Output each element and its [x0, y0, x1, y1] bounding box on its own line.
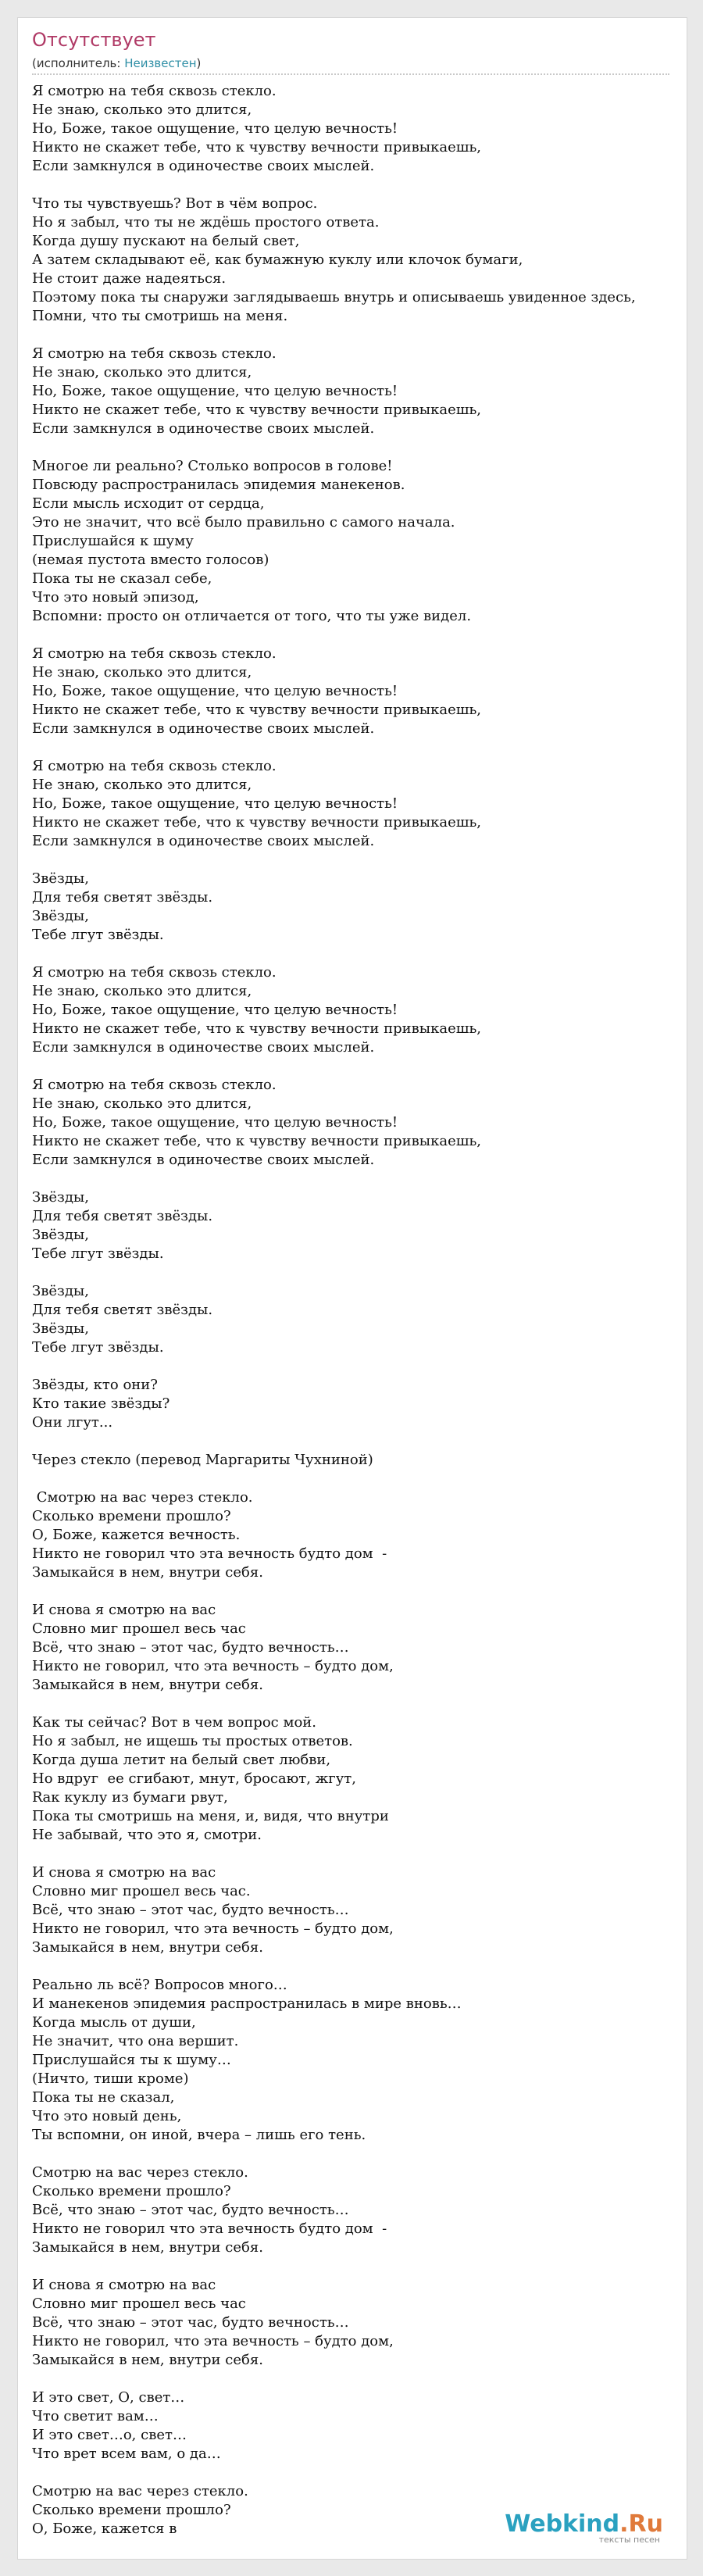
dotted-divider	[32, 73, 669, 75]
artist-line	[32, 56, 201, 70]
artist-prefix: (исполнитель:	[32, 56, 125, 70]
lyrics-card	[17, 17, 687, 2560]
logo-brand	[505, 2510, 663, 2538]
artist-link[interactable]: Неизвестен	[124, 56, 197, 70]
logo-tld: .Ru	[619, 2510, 663, 2538]
logo-subtitle: тексты песен	[598, 2535, 660, 2545]
logo-brand-name: Webkind	[505, 2510, 620, 2538]
artist-suffix: )	[196, 56, 202, 70]
site-logo[interactable]	[505, 2510, 663, 2545]
lyrics-text: Я смотрю на тебя сквозь стекло. Не знаю, сколько это длится, Но, Боже, такое ощущение, что целую вечность! Никто не скажет тебе, что к чувству вечности привыкаешь, Если замкнулся в одиночестве своих мыслей. Что ты чувствуешь? Вот в чём вопрос. Но я забыл, что ты не ждёшь простого ответа. Когда душу пускают на белый свет, А затем складывают её, как бумажную куклу или клочок бумаги, Не стоит даже надеяться. Поэтому пока ты снаружи заглядываешь внутрь и описываешь увиденное здесь, Помни, что ты смотришь на меня. Я смотрю на тебя сквозь стекло. Не знаю, сколько это длится, Но, Боже, такое ощущение, что целую вечность! Никто не скажет тебе, что к чувству вечности привыкаешь, Если замкнулся в одиночестве своих мыслей. Многое ли реально? Столько вопросов в голове! Повсюду распространилась эпидемия манекенов. Если мысль исходит от сердца, Это не значит, что всё было правильно с самого начала. Прислушайся к шуму (немая пустота вместо голосов) Пока ты не сказал себе, Что это новый эпизод, Вспомни: просто он отличается от того, что ты уже видел. Я смотрю на тебя сквозь стекло. Не знаю, сколько это длится, Но, Боже, такое ощущение, что целую вечность! Никто не скажет тебе, что к чувству вечности привыкаешь, Если замкнулся в одиночестве своих мыслей. Я смотрю на тебя сквозь стекло. Не знаю, сколько это длится, Но, Боже, такое ощущение, что целую вечность! Никто не скажет тебе, что к чувству вечности привыкаешь, Если замкнулся в одиночестве своих мыслей. Звёзды, Для тебя светят звёзды. Звёзды, Тебе лгут звёзды. Я смотрю на тебя сквозь стекло. Не знаю, сколько это длится, Но, Боже, такое ощущение, что целую вечность! Никто не скажет тебе, что к чувству вечности привыкаешь, Если замкнулся в одиночестве своих мыслей. Я смотрю на тебя сквозь стекло. Не знаю, сколько это длится, Но, Боже, такое ощущение, что целую вечность! Никто не скажет тебе, что к чувству вечности привыкаешь, Если замкнулся в одиночестве своих мыслей. Звёзды, Для тебя светят звёзды. Звёзды, Тебе лгут звёзды. Звёзды, Для тебя светят звёзды. Звёзды, Тебе лгут звёзды. Звёзды, кто они? Кто такие звёзды? Они лгут... Через стекло (перевод Маргариты Чухниной) Смотрю на вас через стекло. Сколько времени прошло? О, Боже, кажется вечность. Никто не говорил что эта вечность будто дом - Замыкайся в нем, внутри себя. И снова я смотрю на вас Словно миг прошел весь час Всё, что знаю – этот час, будто вечность… Никто не говорил, что эта вечность – будто дом, Замыкайся в нем, внутри себя. Как ты сейчас? Вот в чем вопрос мой. Но я забыл, не ищешь ты простых ответов. Когда душа летит на белый свет любви, Но вдруг ее сгибают, мнут, бросают, жгут, Rак куклу из бумаги рвут, Пока ты смотришь на меня, и, видя, что внутри Не забывай, что это я, смотри. И снова я смотрю на вас Словно миг прошел весь час. Всё, что знаю – этот час, будто вечность… Никто не говорил, что эта вечность – будто дом, Замыкайся в нем, внутри себя. Реально ль всё? Вопросов много… И манекенов эпидемия распространилась в мире вновь… Когда мысль от души, Не значит, что она вершит. Прислушайся ты к шуму… (Ничто, тиши кроме) Пока ты не сказал, Что это новый день, Ты вспомни, он иной, вчера – лишь его тень. Смотрю на вас через стекло. Сколько времени прошло? Всё, что знаю – этот час, будто вечность… Никто не говорил что эта вечность будто дом - Замыкайся в нем, внутри себя. И снова я смотрю на вас Словно миг прошел весь час Всё, что знаю – этот час, будто вечность… Никто не говорил, что эта вечность – будто дом, Замыкайся в нем, внутри себя. И это свет, О, свет… Что светит вам… И это свет…о, свет… Что врет всем вам, о да… Смотрю на вас через стекло. Сколько времени прошло? О, Боже, кажется в	[32, 83, 636, 2537]
song-title: Отсутствует	[32, 29, 156, 51]
